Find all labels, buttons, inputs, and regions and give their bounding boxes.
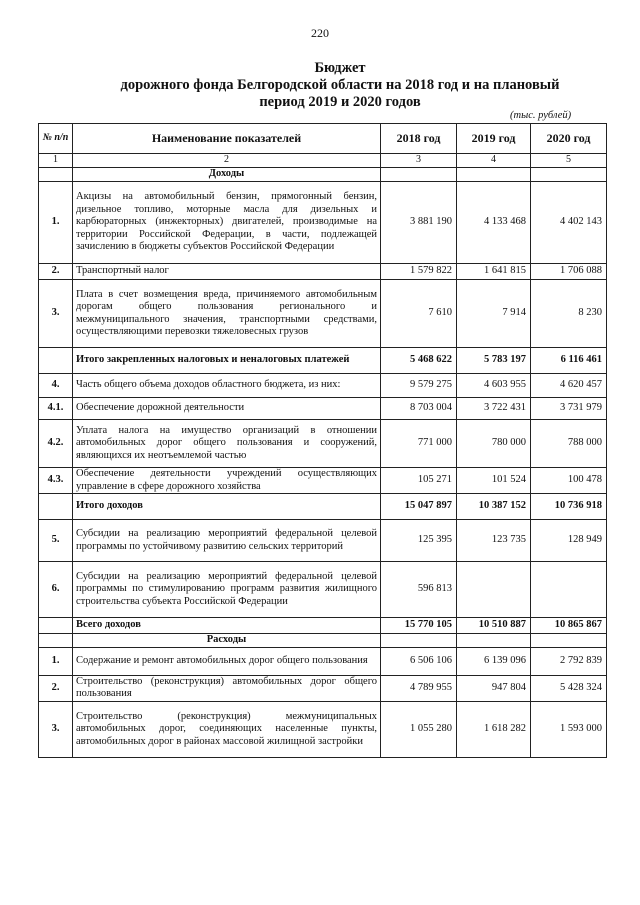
row-value-v3: 4 402 143	[531, 182, 607, 264]
row-value-v1: 596 813	[381, 562, 457, 618]
table-row	[39, 468, 607, 494]
document-title	[90, 60, 590, 111]
row-number: 6.	[39, 562, 73, 618]
row-name: Обеспечение деятельности учреждений осуществляющих управление в сфере дорожного хозяйства	[73, 468, 381, 494]
row-value-v2: 4 133 468	[457, 182, 531, 264]
section-income	[39, 168, 607, 182]
section-blank-no	[39, 634, 73, 648]
row-value-v1: 125 395	[381, 520, 457, 562]
row-number: 4.1.	[39, 398, 73, 420]
title-line-2: дорожного фонда Белгородской области на 2018 год и на плановый	[120, 77, 560, 93]
table-row	[39, 701, 607, 757]
table-row	[39, 618, 607, 634]
row-value-v1: 3 881 190	[381, 182, 457, 264]
section-blank-value	[457, 168, 531, 182]
title-line-3: период 2019 и 2020 годов	[259, 94, 421, 110]
section-blank-value	[531, 634, 607, 648]
table-row	[39, 348, 607, 374]
row-name: Субсидии на реализацию мероприятий федеральной целевой программы по стимулированию программ развития жилищного строительства субъекта Российской Федерации	[73, 562, 381, 618]
row-number: 4.	[39, 374, 73, 398]
row-number	[39, 494, 73, 520]
section-blank-no	[39, 168, 73, 182]
section-expense	[39, 634, 607, 648]
row-number: 2.	[39, 264, 73, 280]
column-number-row	[39, 154, 607, 168]
row-number: 1.	[39, 648, 73, 676]
row-value-v1: 5 468 622	[381, 348, 457, 374]
row-value-v3: 100 478	[531, 468, 607, 494]
row-value-v2: 4 603 955	[457, 374, 531, 398]
row-number	[39, 618, 73, 634]
row-value-v1: 8 703 004	[381, 398, 457, 420]
row-value-v3: 6 116 461	[531, 348, 607, 374]
row-value-v3: 128 949	[531, 520, 607, 562]
colnum-5: 5	[531, 154, 607, 168]
colnum-3: 3	[381, 154, 457, 168]
row-value-v2: 947 804	[457, 676, 531, 702]
section-blank-value	[457, 634, 531, 648]
section-blank-value	[381, 634, 457, 648]
row-value-v1: 771 000	[381, 420, 457, 468]
section-income-label: Доходы	[73, 168, 381, 182]
row-value-v3: 2 792 839	[531, 648, 607, 676]
row-value-v3: 1 706 088	[531, 264, 607, 280]
title-line-1: Бюджет	[314, 60, 366, 76]
row-value-v3: 10 736 918	[531, 494, 607, 520]
section-blank-value	[531, 168, 607, 182]
page-number: 220	[311, 26, 329, 40]
row-value-v2: 5 783 197	[457, 348, 531, 374]
row-number: 4.2.	[39, 420, 73, 468]
row-value-v3: 3 731 979	[531, 398, 607, 420]
row-number: 1.	[39, 182, 73, 264]
row-number: 3.	[39, 280, 73, 348]
row-value-v2: 101 524	[457, 468, 531, 494]
row-value-v1: 9 579 275	[381, 374, 457, 398]
header-2018: 2018 год	[381, 124, 457, 154]
row-number: 3.	[39, 701, 73, 757]
row-name: Итого закрепленных налоговых и неналоговых платежей	[73, 348, 381, 374]
header-row	[39, 124, 607, 154]
row-value-v1: 105 271	[381, 468, 457, 494]
row-value-v1: 7 610	[381, 280, 457, 348]
row-value-v2: 7 914	[457, 280, 531, 348]
row-value-v2: 1 641 815	[457, 264, 531, 280]
section-blank-value	[381, 168, 457, 182]
section-expense-label: Расходы	[73, 634, 381, 648]
row-value-v1: 15 047 897	[381, 494, 457, 520]
row-name: Строительство (реконструкция) автомобильных дорог общего пользования	[73, 676, 381, 702]
table-body	[39, 168, 607, 758]
row-value-v2: 10 510 887	[457, 618, 531, 634]
row-value-v2: 10 387 152	[457, 494, 531, 520]
row-name: Строительство (реконструкция) межмуниципальных автомобильных дорог, соединяющих населенные пункты, автомобильных дорог в районах массовой жилищной застройки	[73, 701, 381, 757]
row-value-v3: 1 593 000	[531, 701, 607, 757]
colnum-1: 1	[39, 154, 73, 168]
row-name: Уплата налога на имущество организаций в отношении автомобильных дорог общего пользования и сооружений, являющихся их неотъемлемой частью	[73, 420, 381, 468]
row-value-v2	[457, 562, 531, 618]
table-row	[39, 398, 607, 420]
table-row	[39, 280, 607, 348]
row-name: Обеспечение дорожной деятельности	[73, 398, 381, 420]
row-number: 5.	[39, 520, 73, 562]
table-row	[39, 420, 607, 468]
row-number: 4.3.	[39, 468, 73, 494]
units-note: (тыс. рублей)	[510, 110, 572, 121]
header-2020: 2020 год	[531, 124, 607, 154]
row-name: Субсидии на реализацию мероприятий федеральной целевой программы по устойчивому развитию сельских территорий	[73, 520, 381, 562]
table-row	[39, 676, 607, 702]
row-number: 2.	[39, 676, 73, 702]
table-row	[39, 182, 607, 264]
table-row	[39, 264, 607, 280]
row-value-v3: 10 865 867	[531, 618, 607, 634]
row-value-v2: 1 618 282	[457, 701, 531, 757]
row-value-v2: 6 139 096	[457, 648, 531, 676]
row-value-v3: 788 000	[531, 420, 607, 468]
row-value-v1: 6 506 106	[381, 648, 457, 676]
table-row	[39, 562, 607, 618]
header-2019: 2019 год	[457, 124, 531, 154]
table-row	[39, 648, 607, 676]
row-name: Содержание и ремонт автомобильных дорог общего пользования	[73, 648, 381, 676]
row-value-v1: 1 579 822	[381, 264, 457, 280]
colnum-4: 4	[457, 154, 531, 168]
table-row	[39, 494, 607, 520]
table-row	[39, 374, 607, 398]
row-value-v2: 3 722 431	[457, 398, 531, 420]
row-value-v3	[531, 562, 607, 618]
row-value-v1: 1 055 280	[381, 701, 457, 757]
row-value-v1: 4 789 955	[381, 676, 457, 702]
row-value-v3: 5 428 324	[531, 676, 607, 702]
row-value-v3: 4 620 457	[531, 374, 607, 398]
header-name: Наименование показателей	[73, 124, 381, 154]
row-value-v2: 123 735	[457, 520, 531, 562]
row-value-v1: 15 770 105	[381, 618, 457, 634]
row-name: Часть общего объема доходов областного бюджета, из них:	[73, 374, 381, 398]
row-number	[39, 348, 73, 374]
budget-table	[38, 123, 607, 758]
colnum-2: 2	[73, 154, 381, 168]
row-value-v2: 780 000	[457, 420, 531, 468]
row-name: Всего доходов	[73, 618, 381, 634]
table-row	[39, 520, 607, 562]
row-name: Плата в счет возмещения вреда, причиняемого автомобильным дорогам общего пользования регионального и межмуниципального значения, транспортными средствами, осуществляющими перевозки тяжеловесных грузов	[73, 280, 381, 348]
row-name: Итого доходов	[73, 494, 381, 520]
header-no: № п/п	[39, 124, 73, 154]
row-name: Акцизы на автомобильный бензин, прямогонный бензин, дизельное топливо, моторные масла для дизельных и карбюраторных (инжекторных) двигателей, производимые на территории Российской Федерации, в части, подлежащей зачислению в бюджеты субъектов Российской Федерации	[73, 182, 381, 264]
row-value-v3: 8 230	[531, 280, 607, 348]
row-name: Транспортный налог	[73, 264, 381, 280]
